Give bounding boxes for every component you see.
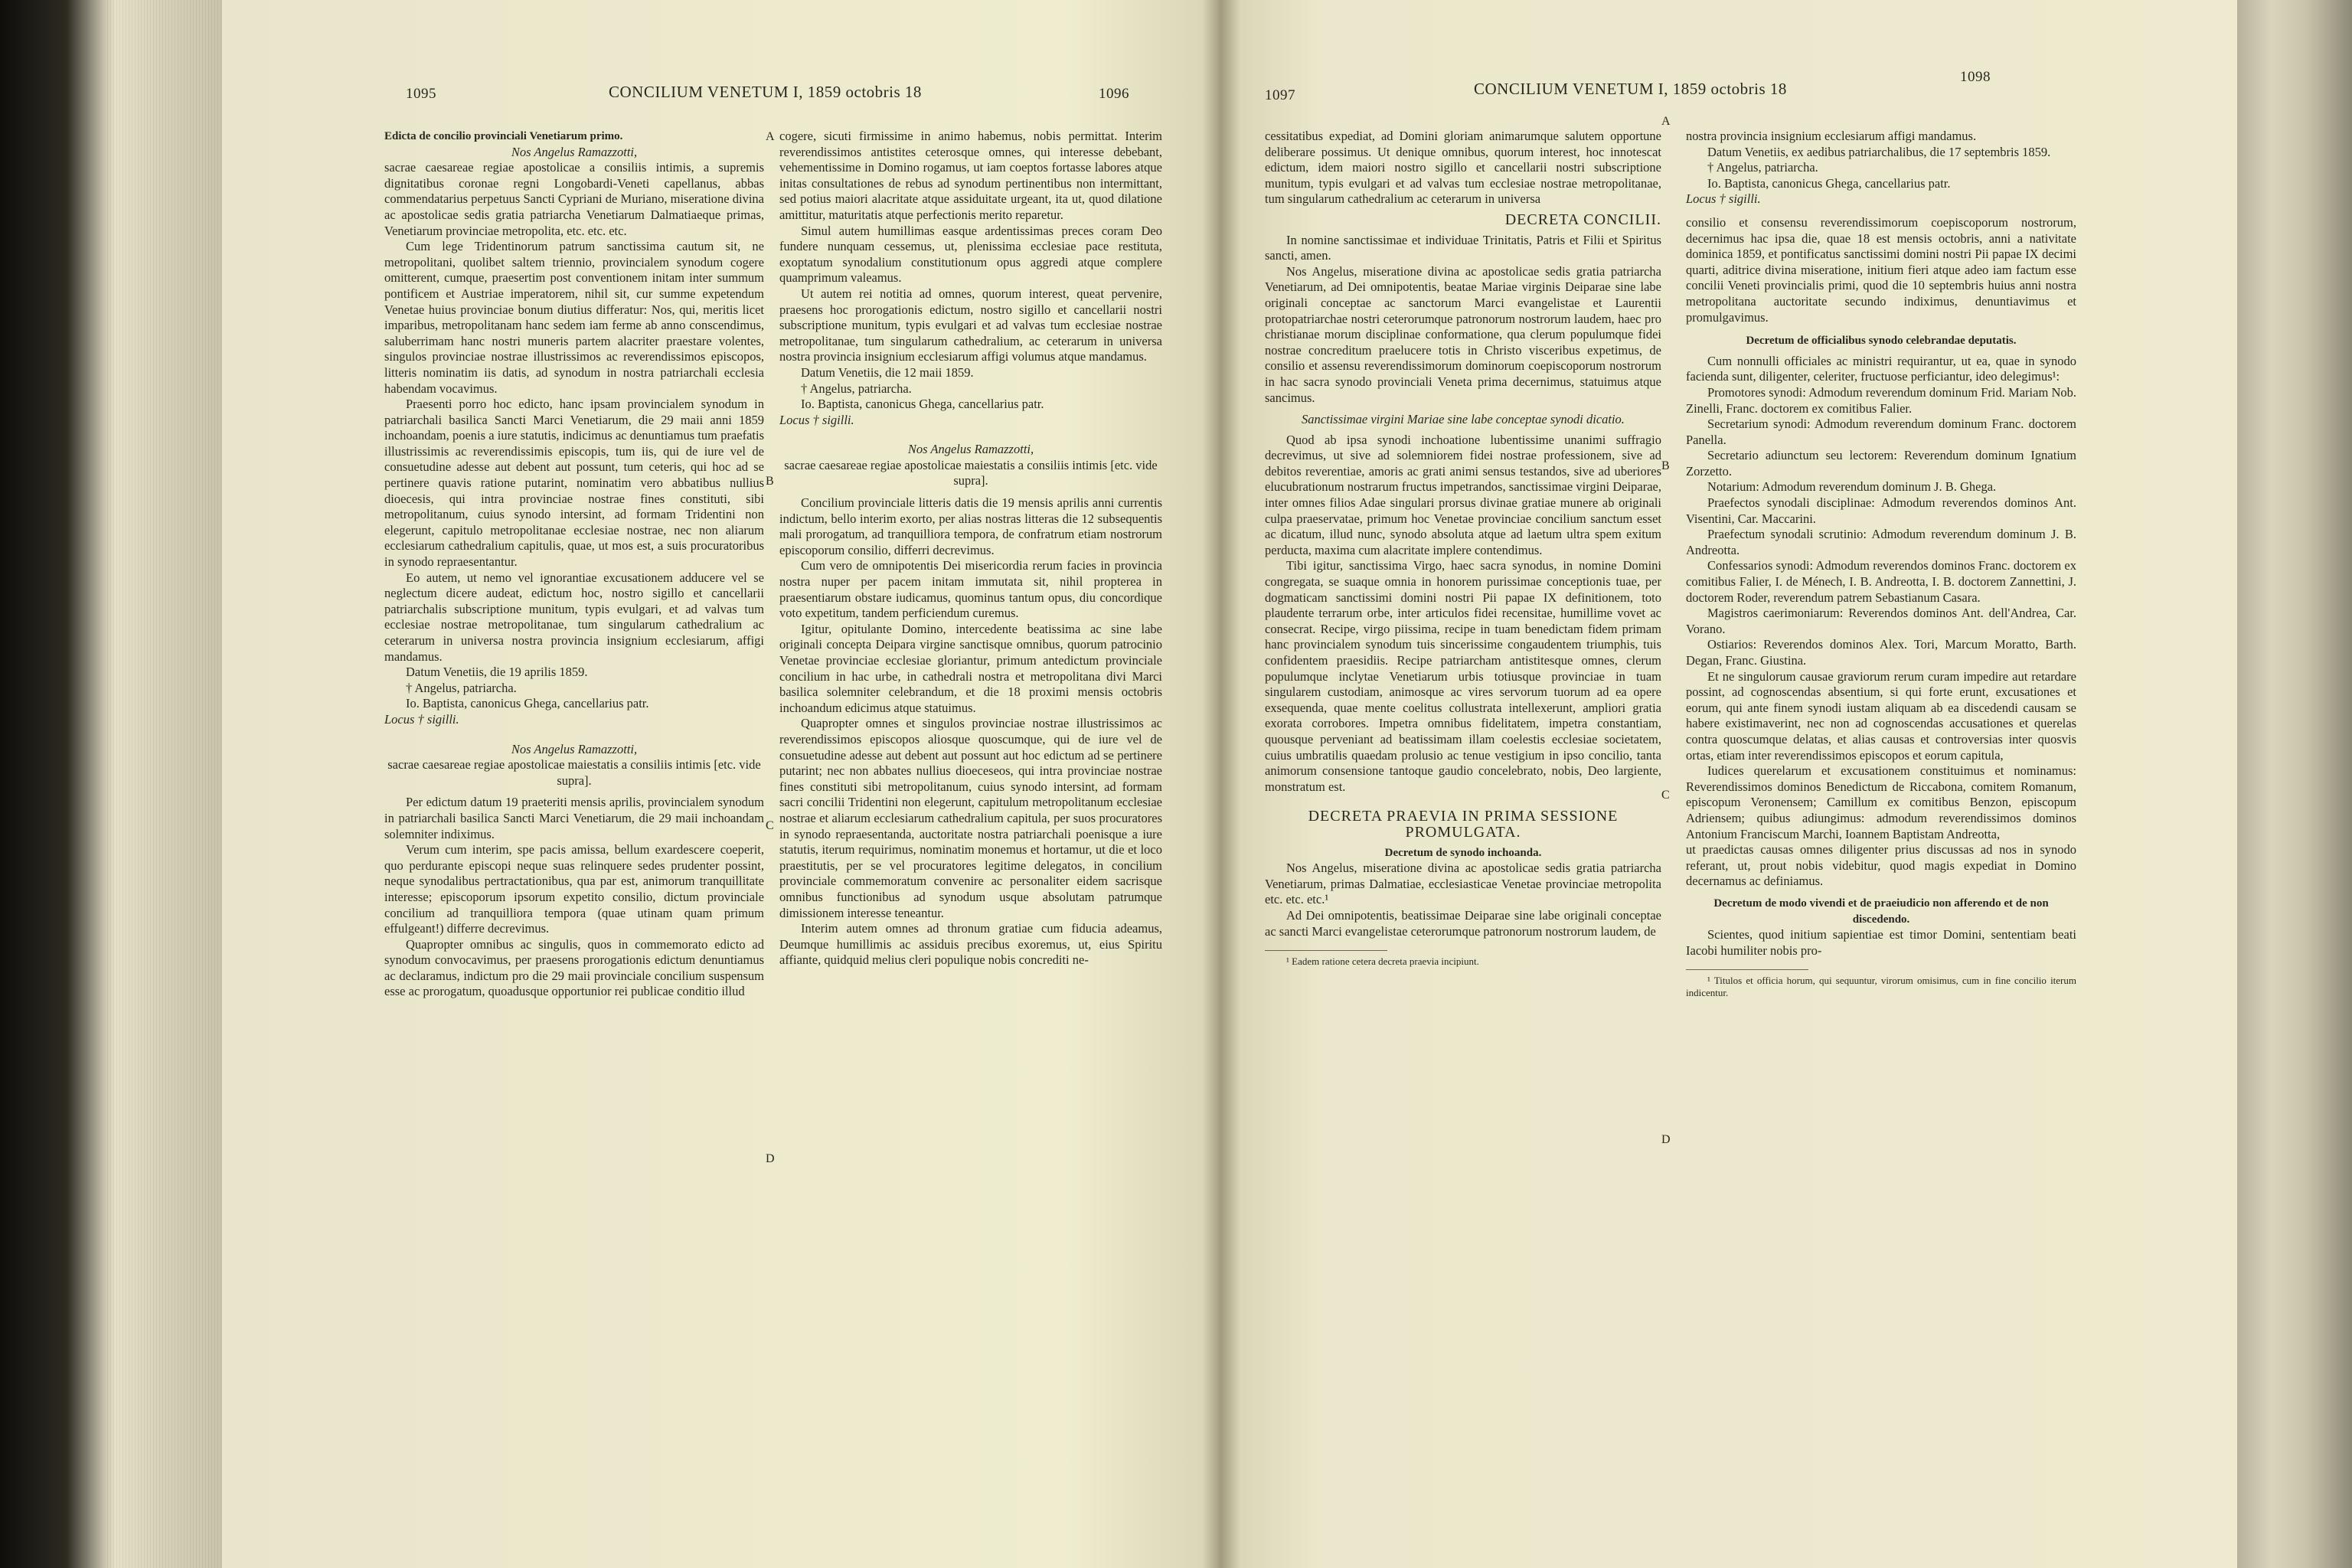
page-number-1096: 1096 <box>1099 86 1129 102</box>
paragraph: Eo autem, ut nemo vel ignorantiae excusationem adducere vel se neglectum dicere audeat, edictum hoc, nostro sigillo et cancellarii patriarchalis subscriptione munitum, typis evulgari, et ad valvas tum ecclesiae nostrae metropolitanae, tum singularum cathedralium ac ceterarum in universa nostra provincia insignium ecclesiarum, affigi mandamus. <box>384 570 764 664</box>
author-line: Nos Angelus Ramazzotti, <box>907 442 1034 457</box>
author-line: Nos Angelus Ramazzotti, <box>511 144 638 159</box>
column-1 <box>384 129 764 1000</box>
paragraph: consilio et consensu reverendissimorum coepiscoporum nostrorum, decernimus hac ipsa die, quae 18 est mensis octobris, anni a nativitate dominica 1859, et pontificatus sanctissimi domini nostri Pii papae IX decimi quarti, aditrice divina miseratione, initium fieri atque adeo iam factum esse concilii Veneti provincialis primi, quod die 10 septembris huius anni nostra metropolitana auctoritate secundo indiximus, denuntiavimus et promulgavimus. <box>1686 214 2076 325</box>
margin-marker: B <box>1661 459 1670 472</box>
footnote-rule <box>1686 969 1808 970</box>
page-number-1098: 1098 <box>1960 69 1991 85</box>
margin-marker: A <box>766 130 775 143</box>
column-3 <box>1265 129 1661 968</box>
footnote: ¹ Titulos et officia horum, qui sequuntur, virorum omisimus, cum in fine concilio iterum indicentur. <box>1686 975 2076 999</box>
signature: Io. Baptista, canonicus Ghega, cancellarius patr. <box>1707 175 1951 191</box>
paragraph: Scientes, quod initium sapientiae est timor Domini, sententiam beati Iacobi humiliter nobis pro- <box>1686 927 2076 958</box>
paragraph: Nos Angelus, miseratione divina ac apostolicae sedis gratia patriarcha Venetiarum, ad Dei omnipotentis, beatae Mariae virginis Deiparae sine labe originali conceptae ac sanctorum Marci evangelistae et Laurentii protopatriarchae nostri ceterorumque patronorum nostrorum laudem, haec pro christianae morum disciplinae conformatione, qua clerum populumque fidei nostrae concreditum praelucere totis in Christo visceribus expetimus, de consilio et assensu reverendissimorum dominorum coepiscoporum nostrorum in hac sacra synodo provinciali Veneta prima decernimus, statuimus atque sancimus. <box>1265 263 1661 405</box>
official-entry: Iudices querelarum et excusationem constituimus et nominamus: Reverendissimos dominos Benedictum de Riccabona, comitem Romanum, episcopum Veronensem; Camillum ex comitibus Benzon, episcopum Adriensem; quibus adiungimus: admodum reverendissimos dominos Antonium Franciscum Marchi, Ioannem Baptistam Andreotta, <box>1686 763 2076 841</box>
paragraph: Quapropter omnibus ac singulis, quos in commemorato edicto ad synodum convocavimus, per praesens prorogationis edictum denuntiamus ac declaramus, indictum pro die 29 maii provinciale concilium suspensum esse ac prorogatum, quoadusque opportunior rei publicae conditio illud <box>384 936 764 999</box>
margin-marker: B <box>766 475 774 488</box>
section-title: DECRETA CONCILII. <box>1504 211 1661 228</box>
official-entry: Magistros caerimoniarum: Reverendos dominos Ant. dell'Andrea, Car. Vorano. <box>1686 606 2076 636</box>
edict-heading: Edicta de concilio provinciali Venetiarum primo. <box>384 130 623 142</box>
paragraph: Concilium provinciale litteris datis die 19 mensis aprilis anni currentis indictum, bello interim exorto, per alias nostras litteras die 12 subsequentis mali prorogatum, ad tranquilliora tempora, de confratrum etiam nostrorum episcoporum consilio, differri decrevimus. <box>779 495 1162 557</box>
left-page <box>222 0 1217 1568</box>
paragraph: In nomine sanctissimae et individuae Trinitatis, Patris et Filii et Spiritus sancti, amen. <box>1265 232 1661 263</box>
signature: Io. Baptista, canonicus Ghega, cancellarius patr. <box>406 696 649 711</box>
paragraph: Tibi igitur, sanctissima Virgo, haec sacra synodus, in nomine Domini congregata, se suaque omnia in honorem purissimae conceptionis tuae, per dogmaticam sanctissimi domini nostri Pii papae IX definitionem, toto plaudente terrarum orbe, inter articulos fidei recensitae, humillime vovet ac consecrat. Recipe, virgo piissima, recipe in tuam benedictam fidem primam hanc provincialem synodum tuis sincerissime congaudentem triumphis, tuis confidentem praesidiis. Recipe patriarcham antistitesque omnes, clerum populumque inclytae Venetiarum urbis totiusque provinciae in tuam singularem custodiam, animosque ac vires servorum tuorum ad ea opere exsequenda, quae mente coelitus collustrata intellexerunt, ampliori gratia exorata corrobores. Impetra omnibus fidelitatem, impetra constantiam, quousque perveniant ad beatissimam illam coelestis ecclesiae societatem, cuius umbratilis quaedam prolusio ac tenue vestigium in ipso concilio, tanta animorum consensione tantoque gaudio concelebrato, nobis, Deo largiente, monstratum est. <box>1265 558 1661 794</box>
seal-line: Locus † sigilli. <box>779 412 854 427</box>
paragraph: Nos Angelus, miseratione divina ac apostolicae sedis gratia patriarcha Venetiarum, primas Dalmatiae, ecclesiasticae Venetae provinciae metropolita etc. etc. etc.¹ <box>1265 861 1661 907</box>
footnote-rule <box>1265 950 1387 951</box>
page-number-1097: 1097 <box>1265 87 1295 103</box>
signature: † Angelus, patriarcha. <box>1707 160 1818 175</box>
author-line: Nos Angelus Ramazzotti, <box>511 741 638 756</box>
seal-line: Locus † sigilli. <box>384 711 459 727</box>
official-entry: Confessarios synodi: Admodum reverendos dominos Franc. doctorem ex comitibus Falier, I. de Ménech, I. B. Andreotta, I. B. doctorem Zannettini, J. doctorem Roder, reverendum patrem Sebastianum Casara. <box>1686 558 2076 605</box>
running-title-left: CONCILIUM VENETUM I, 1859 octobris 18 <box>609 83 922 101</box>
date-line: Datum Venetiis, die 19 aprilis 1859. <box>406 665 588 680</box>
column-2 <box>779 129 1162 969</box>
paragraph: Cum vero de omnipotentis Dei misericordia rerum facies in provincia nostra nuper per pacem initam immutata sit, nihil propterea in praesentiarum obstare iudicamus, quominus tantum opus, diu concordique voto expetitum, tandem perficiendum curemus. <box>779 558 1162 621</box>
paragraph: Igitur, opitulante Domino, intercedente beatissima ac sine labe originali concepta Deipara virgine sanctisque omnibus, quorum patrocinio Venetae provinciae ecclesiae gloriantur, primum antedictum provinciale concilium in hac urbe, in cathedrali nostra et metropolitana divi Marci basilica solemniter celebrandum, et die 18 proximi mensis octobris inchoandum edicimus atque statuimus. <box>779 621 1162 715</box>
paragraph: sacrae caesareae regiae apostolicae maiestatis a consiliis intimis [etc. vide supra]. <box>784 457 1158 488</box>
paragraph: Ut autem rei notitia ad omnes, quorum interest, queat pervenire, praesens hoc prorogationis edictum, nostro sigillo et cancellarii nostri subscriptione munitum, typis evulgari et ad valvas tum ecclesiae nostrae metropolitanae, tum singularum cathedralium, ac ceterarum in universa nostra provincia insignium ecclesiarum affigi volumus atque mandamus. <box>779 286 1162 364</box>
signature: † Angelus, patriarcha. <box>801 381 912 396</box>
signature: † Angelus, patriarcha. <box>406 680 517 695</box>
paragraph: Interim autem omnes ad thronum gratiae cum fiducia adeamus, Deumque humillimis ac assiduis precibus exoremus, ut, eius Spiritu affiante, quidquid melius cleri populique nobis concrediti ne- <box>779 921 1162 968</box>
margin-marker: C <box>766 819 774 832</box>
paragraph: cogere, sicuti firmissime in animo habemus, nobis permittat. Interim reverendissimos antistites ceterosque omnes, qui interesse debebant, vehementissime in Domino rogamus, ut iam coeptos fortasse labores atque initas consultationes de rebus ad synodum pertinentibus non intermittant, sed potius maiori alacritate atque assiduitate urgeant, ita ut, quod dilatione amittitur, maturitatis atque perfectionis merito reparetur. <box>779 129 1162 222</box>
margin-marker: D <box>1661 1133 1671 1146</box>
paragraph: Cum nonnulli officiales ac ministri requirantur, ut ea, quae in synodo facienda sunt, diligenter, celeriter, fructuose perficiantur, ideo delegimus¹: <box>1686 353 2076 384</box>
decree-heading: Decretum de modo vivendi et de praeiudicio non afferendo et de non discedendo. <box>1713 897 2049 926</box>
running-title-right: CONCILIUM VENETUM I, 1859 octobris 18 <box>1474 80 1787 98</box>
section-title: DECRETA PRAEVIA IN PRIMA SESSIONE PROMULGATA. <box>1308 808 1619 841</box>
paragraph: Cum lege Tridentinorum patrum sanctissima cautum sit, ne metropolitani, quolibet saltem triennio, provincialem synodum cogere omitterent, cumque, praesertim post conventionem initam inter summum pontificem et Austriae imperatorem, nihil sit, cur summe expetendum Venetae huius provinciae bonum diutius differatur: Nos, qui, meritis licet imparibus, metropolitanam hanc sedem iam ferme ab anno conscendimus, saluberrimam hanc nostri muneris partem alacriter praestare volentes, singulos provinciae nostrae illustrissimos ac reverendissimos episcopos, litteris nominatim iis datis, ad synodum in nostra patriarchali ecclesia habendam vocavimus. <box>384 239 764 396</box>
date-line: Datum Venetiis, ex aedibus patriarchalibus, die 17 septembris 1859. <box>1707 144 2051 159</box>
paragraph: sacrae caesareae regiae apostolicae a consiliis intimis, a supremis dignitatibus coronae regni Longobardi-Veneti capellanus, abbas commendatarius perpetuus Sancti Cypriani de Muriano, miseratione divina ac apostolicae sedis gratia patriarcha Venetiarum Dalmatiaeque primas, Venetiarum provinciae metropolita, etc. etc. etc. <box>384 160 764 238</box>
book-page-edges-left <box>0 0 222 1568</box>
paragraph: Per edictum datum 19 praeteriti mensis aprilis, provincialem synodum in patriarchali basilica Sancti Marci Venetiarum, die 29 maii inchoandam solemniter indiximus. <box>384 795 764 841</box>
official-entry: Secretario adiunctum seu lectorem: Reverendum dominum Ignatium Zorzetto. <box>1686 448 2076 479</box>
date-line: Datum Venetiis, die 12 maii 1859. <box>801 364 974 380</box>
seal-line: Locus † sigilli. <box>1686 191 1761 207</box>
right-page <box>1217 0 2237 1568</box>
paragraph: Praesenti porro hoc edicto, hanc ipsam provincialem synodum in patriarchali basilica Sancti Marci Venetiarum, die 29 maii anni 1859 inchoandam, poenis a iure statutis, indicimus ac denuntiamus tum praefatis illustrissimis ac reverendissimis episcopis, tum iis, qui de iure vel de consuetudine adesse aut debent aut possunt, tum ceteris, qui hoc ad se pertinere quavis ratione putarint, nominatim vero abbatibus nullius dioecesis, qui intra provinciae nostrae fines constituti, sibi metropolitanum, cuius synodo intersint, ad formam Tridentini non elegerunt, capitulo metropolitanae ecclesiae nostrae, nec non aliarum ecclesiarum cathedralium capitulis, quae, ut mos est, a suis procuratoribus in synodo repraesentantur. <box>384 397 764 570</box>
paragraph: Verum cum interim, spe pacis amissa, bellum exardescere coeperit, quo perdurante episcopi neque suas relinquere sedes prudenter possint, neque synodalibus pertractationibus, qua par est, animorum tranquillitate interesse; episcoporum ipsorum expetito consilio, dictum provinciale concilium ad tranquilliora tempora (quae utinam quam primum effulgeant!) differre decrevimus. <box>384 842 764 936</box>
margin-marker: D <box>766 1152 775 1165</box>
margin-marker: A <box>1661 115 1671 128</box>
decree-heading: Decretum de synodo inchoanda. <box>1384 846 1542 859</box>
paragraph: sacrae caesareae regiae apostolicae maiestatis a consiliis intimis [etc. vide supra]. <box>387 757 761 788</box>
official-entry: Praefectum synodali scrutinio: Admodum reverendum dominum J. B. Andreotta. <box>1686 527 2076 557</box>
subsection-title: Sanctissimae virgini Mariae sine labe conceptae synodi dicatio. <box>1302 412 1625 427</box>
book-gutter-shadow <box>1202 0 1240 1568</box>
footnote: ¹ Eadem ratione cetera decreta praevia incipiunt. <box>1286 956 1479 968</box>
margin-marker: C <box>1661 789 1670 802</box>
signature: Io. Baptista, canonicus Ghega, cancellarius patr. <box>801 397 1044 412</box>
paragraph: Quod ab ipsa synodi inchoatione lubentissime unanimi suffragio decrevimus, ut sive ad solemniorem fidei nostrae professionem, sive ad debitos reverentiae, amoris ac grati animi sensus testandos, sive ad uberiores elucubrationum nostrarum fructus impetrandos, sanctissimae virgini Deiparae, inter omnes filios Adae singulari prorsus divinae gratiae munere ab originali culpa praeservatae, primum hoc Venetae provinciae concilium sanctum esset ac dicatum, illud nunc, synodo absoluta atque ad laetum ultra spem exitum perducta, maxima cum alacritate implere contendimus. <box>1265 432 1661 557</box>
official-entry: Ostiarios: Reverendos dominos Alex. Tori, Marcum Moratto, Barth. Degan, Franc. Giustina. <box>1686 637 2076 668</box>
page-number-1095: 1095 <box>406 86 436 102</box>
paragraph: Quapropter omnes et singulos provinciae nostrae illustrissimos ac reverendissimos episcopos aliosque quoscumque, qui de iure vel de consuetudine adesse aut debent aut possunt aut hoc edictum ad se pertinere putarint; nec non abbates nullius dioeceseos, qui intra provinciae nostrae fines constituti sibi metropolitanum, cuius synodo intersint, ad formam sacri concilii Tridentini non elegerunt, capitulum metropolitanum ecclesiae nostrae et aliarum ecclesiarum cathedralium capitula, per suos procuratores in synodo repraesentanda, auctoritate nostra patriarchali poenisque a iure statutis, iterum requirimus, nominatim monemus et hortamur, ut die et loco praestitutis, per se vel procuratores legitime delegatos, in concilium provinciale commemoratum convenire ac personaliter eidem sacrisque omnibus functionibus ad synodum usque absolutam patrumque dimissionem interesse teneantur. <box>779 716 1162 920</box>
official-entry: Notarium: Admodum reverendum dominum J. B. Ghega. <box>1707 479 1997 495</box>
paragraph: Ad Dei omnipotentis, beatissimae Deiparae sine labe originali conceptae ac sancti Marci evangelistae ceterorumque patronorum nostrorum laudem, de <box>1265 907 1661 939</box>
official-entry: Praefectos synodali disciplinae: Admodum reverendos dominos Ant. Visentini, Car. Maccarini. <box>1686 495 2076 526</box>
decree-heading: Decretum de officialibus synodo celebrandae deputatis. <box>1746 335 2017 348</box>
book-page-edges-right <box>2237 0 2352 1568</box>
official-entry: Promotores synodi: Admodum reverendum dominum Frid. Mariam Nob. Zinelli, Franc. doctorem ex comitibus Falier. <box>1686 384 2076 416</box>
paragraph: Simul autem humillimas easque ardentissimas preces coram Deo fundere nunquam cessemus, ut, plenissima ecclesiae pace restituta, exoptatum synodalium constitutionum opus aggredi atque complere quamprimum valeamus. <box>779 223 1162 286</box>
paragraph: ut praedictas causas omnes diligenter prius discussas ad nos in synodo referant, ut, prout nobis videbitur, quod magis expediat in Domino decernamus ac definiamus. <box>1686 842 2076 889</box>
paragraph: nostra provincia insignium ecclesiarum affigi mandamus. <box>1686 129 1977 143</box>
paragraph: Et ne singulorum causae graviorum rerum curam impedire aut retardare possint, ad cognoscendas absentium, si qui forte erunt, excusationes et eorum, qui ante finem synodi iustam aliquam ab ea discedendi causam se habere existimaverint, nec non ad cognoscendas accusationes et querelas contra quoscumque delatas, et alias causas et controversias inter quosvis ortas, etiam inter reverendissimos episcopos et eorum capitula, <box>1686 668 2076 763</box>
paragraph: cessitatibus expediat, ad Domini gloriam animarumque salutem opportune deliberare possimus. Ut denique omnibus, quorum interest, hoc innotescat edictum, idem maiori nostro sigillo et cancellarii nostri subscriptione munitum, typis evulgari et ad valvas tum ecclesiae nostrae metropolitanae, tum singularum cathedralium ac ceterarum in universa <box>1265 129 1661 207</box>
official-entry: Secretarium synodi: Admodum reverendum dominum Franc. doctorem Panella. <box>1686 416 2076 447</box>
column-4 <box>1686 129 2076 999</box>
